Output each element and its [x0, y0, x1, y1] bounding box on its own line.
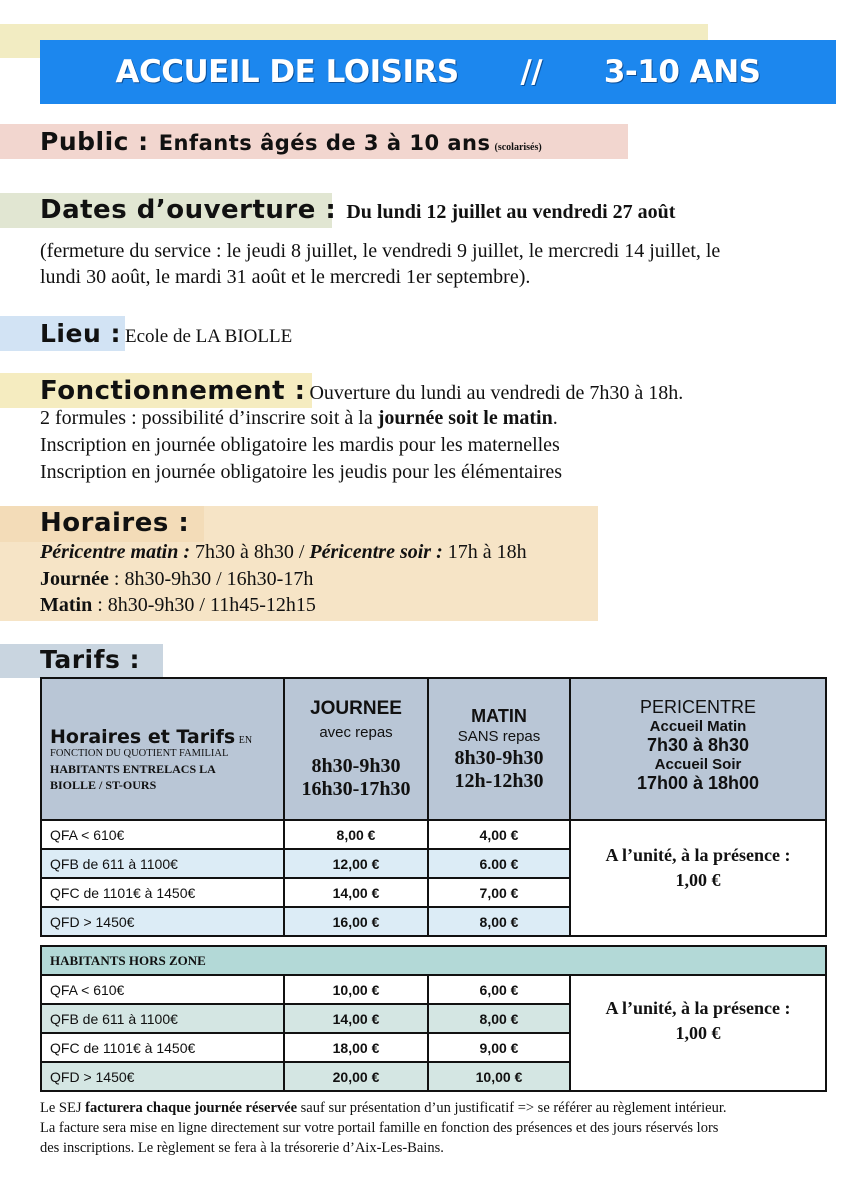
header-col1-title: Horaires et Tarifs	[50, 725, 236, 748]
row-qf: QFC de 1101€ à 1450€	[41, 1033, 284, 1062]
horaires-journee-line	[40, 568, 313, 591]
fonctionnement-line2	[40, 407, 558, 430]
horaires-label: Horaires :	[40, 508, 190, 538]
header-col3-time2: 12h-12h30	[454, 769, 544, 792]
row-journee: 18,00 €	[284, 1033, 428, 1062]
row-matin: 8,00 €	[428, 1004, 570, 1033]
footer-line1-bold: facturera chaque journée réservée	[85, 1100, 298, 1116]
zone1-unite-line1: A l’unité, à la présence :	[605, 845, 791, 865]
lieu-text: Ecole de LA BIOLLE	[124, 326, 293, 347]
fonctionnement-line1: Ouverture du lundi au vendredi de 7h30 à 18h.	[309, 382, 684, 404]
row-qf: QFB de 611 à 1100€	[41, 849, 284, 878]
row-journee: 16,00 €	[284, 907, 428, 936]
header-col4-sub1: Accueil Matin	[649, 718, 747, 735]
row-qf: QFA < 610€	[41, 820, 284, 849]
page-title-banner: ACCUEIL DE LOISIRS // 3-10 ANS	[40, 40, 836, 104]
public-section	[40, 127, 542, 156]
dates-closure-line2: lundi 30 août, le mardi 31 août et le mercredi 1er septembre).	[40, 266, 531, 288]
fonctionnement-section	[40, 376, 683, 406]
zone2-unite-line1: A l’unité, à la présence :	[605, 998, 791, 1018]
row-matin: 6,00 €	[428, 975, 570, 1004]
pericentre-soir-value: 17h à 18h	[442, 541, 527, 563]
header-col3-title: MATIN	[471, 705, 527, 726]
fonctionnement-line3: Inscription en journée obligatoire les mardis pour les maternelles	[40, 434, 560, 456]
row-journee: 14,00 €	[284, 1004, 428, 1033]
footer-line2: La facture sera mise en ligne directement sur votre portail famille en fonction des présences et des jours réservés lors	[40, 1120, 719, 1136]
row-journee: 14,00 €	[284, 878, 428, 907]
header-col-matin	[428, 678, 570, 820]
row-journee: 10,00 €	[284, 975, 428, 1004]
header-col4-time1: 7h30 à 8h30	[646, 735, 750, 755]
journee-label: Journée	[40, 568, 109, 590]
header-col2-title: JOURNEE	[310, 697, 402, 719]
header-col1-en: EN	[238, 734, 253, 746]
header-col-journee	[284, 678, 428, 820]
header-col3-time1: 8h30-9h30	[454, 746, 544, 769]
header-col4-time2: 17h00 à 18h00	[636, 773, 760, 793]
header-col4-sub2: Accueil Soir	[654, 756, 742, 773]
header-col-pericentre	[570, 678, 826, 820]
footer-notes	[40, 1098, 820, 1158]
row-qf: QFB de 611 à 1100€	[41, 1004, 284, 1033]
pericentre-soir-label: Péricentre soir :	[309, 541, 443, 563]
row-matin: 10,00 €	[428, 1062, 570, 1091]
public-label: Public :	[40, 127, 149, 156]
row-matin: 8,00 €	[428, 907, 570, 936]
zone2-unite-line2: 1,00 €	[675, 1023, 721, 1043]
public-text: Enfants âgés de 3 à 10 ans	[158, 131, 491, 155]
row-matin: 9,00 €	[428, 1033, 570, 1062]
table-row	[41, 975, 826, 1004]
row-journee: 12,00 €	[284, 849, 428, 878]
header-col2-time1: 8h30-9h30	[311, 754, 401, 777]
row-qf: QFD > 1450€	[41, 907, 284, 936]
row-journee: 20,00 €	[284, 1062, 428, 1091]
lieu-label: Lieu :	[40, 319, 121, 348]
header-col3-sub: SANS repas	[457, 727, 541, 745]
tarifs-label: Tarifs :	[40, 645, 141, 674]
row-matin: 7,00 €	[428, 878, 570, 907]
header-col2-time2: 16h30-17h30	[301, 777, 411, 800]
fonctionnement-line4: Inscription en journée obligatoire les jeudis pour les élémentaires	[40, 461, 563, 483]
header-col1-sub: FONCTION DU QUOTIENT FAMILIAL	[50, 747, 229, 759]
fonctionnement-label: Fonctionnement :	[40, 376, 306, 406]
hors-zone-label: HABITANTS HORS ZONE	[41, 946, 826, 975]
tarifs-header-row	[41, 678, 826, 820]
dates-range: Du lundi 12 juillet au vendredi 27 août	[346, 201, 676, 223]
pericentre-matin-value: 7h30 à 8h30 /	[189, 541, 310, 563]
horaires-matin-line	[40, 594, 316, 617]
matin-label: Matin	[40, 594, 93, 616]
zone2-unite-cell	[570, 975, 826, 1091]
header-col4-title: PERICENTRE	[639, 697, 756, 717]
row-qf: QFC de 1101€ à 1450€	[41, 878, 284, 907]
footer-line1-start: Le SEJ	[40, 1100, 86, 1116]
row-matin: 6.00 €	[428, 849, 570, 878]
dates-section	[40, 195, 675, 225]
line2-end-text: .	[552, 407, 558, 429]
matin-value: : 8h30-9h30 / 11h45-12h15	[92, 594, 316, 616]
tarifs-table-entrelacs	[40, 677, 827, 937]
footer-line1-end: sauf sur présentation d’un justificatif => se référer au règlement intérieur.	[297, 1100, 727, 1116]
row-matin: 4,00 €	[428, 820, 570, 849]
row-journee: 8,00 €	[284, 820, 428, 849]
header-col-horaires	[41, 678, 284, 820]
dates-closure-line1: (fermeture du service : le jeudi 8 juillet, le vendredi 9 juillet, le mercredi 14 juillet, le	[40, 240, 721, 262]
journee-value: : 8h30-9h30 / 16h30-17h	[108, 568, 314, 590]
hors-zone-header-row	[41, 946, 826, 975]
line2-bold-text: journée soit le matin	[377, 407, 553, 429]
header-col1-bold: HABITANTS ENTRELACS LA BIOLLE / ST-OURS	[50, 761, 216, 792]
tarifs-table-hors-zone	[40, 945, 827, 1092]
row-qf: QFA < 610€	[41, 975, 284, 1004]
public-note: (scolarisés)	[494, 142, 542, 153]
zone1-unite-cell	[570, 820, 826, 936]
horaires-pericentre-line	[40, 541, 527, 564]
footer-line1	[40, 1098, 820, 1118]
dates-label: Dates d’ouverture :	[40, 195, 337, 225]
pericentre-matin-label: Péricentre matin :	[40, 541, 190, 563]
header-col2-sub: avec repas	[319, 723, 393, 741]
line2-text: 2 formules : possibilité d’inscrire soit à la	[40, 407, 378, 429]
row-qf: QFD > 1450€	[41, 1062, 284, 1091]
footer-line3: des inscriptions. Le règlement se fera à la trésorerie d’Aix-Les-Bains.	[40, 1140, 444, 1156]
table-row	[41, 820, 826, 849]
lieu-section	[40, 319, 292, 348]
zone1-unite-line2: 1,00 €	[675, 870, 721, 890]
